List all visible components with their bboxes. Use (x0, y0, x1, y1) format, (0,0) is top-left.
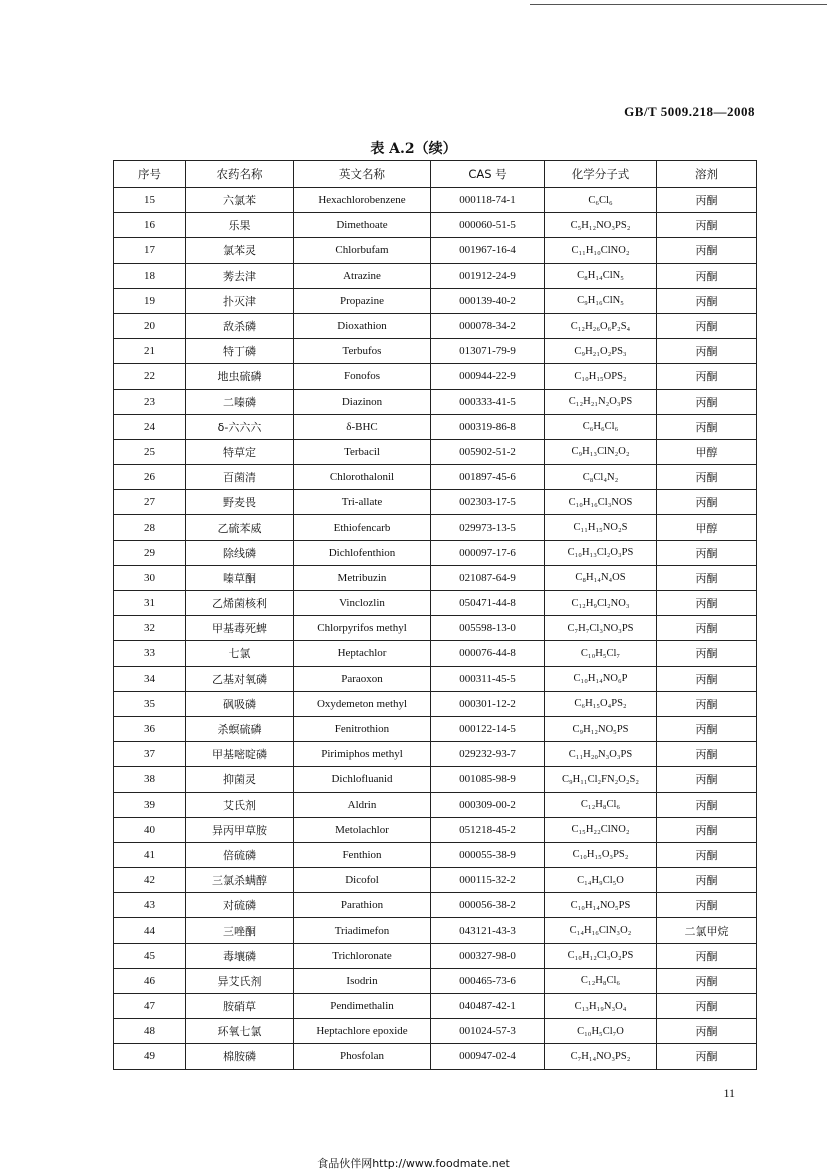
cell-formula: C₁₃H₁₉N₃O₄ (545, 994, 657, 1019)
cell-solvent: 丙酮 (657, 288, 757, 313)
cell-solvent: 丙酮 (657, 364, 757, 389)
cell-formula: C₁₀H₁₅OPS₂ (545, 364, 657, 389)
cell-cas: 000078-34-2 (431, 313, 545, 338)
cell-formula: C₁₀H₁₂Cl₃O₂PS (545, 943, 657, 968)
cell-formula: C₁₀H₁₅O₃PS₂ (545, 842, 657, 867)
cell-formula: C₈Cl₄N₂ (545, 465, 657, 490)
cell-cas: 013071-79-9 (431, 339, 545, 364)
table-row (114, 1044, 757, 1069)
cell-pesticide-name: 对硫磷 (186, 893, 294, 918)
cell-pesticide-name: 杀螟硫磷 (186, 716, 294, 741)
cell-seq: 28 (114, 515, 186, 540)
cell-solvent: 丙酮 (657, 666, 757, 691)
cell-cas: 000301-12-2 (431, 691, 545, 716)
cell-pesticide-name: 野麦畏 (186, 490, 294, 515)
cell-pesticide-name: 六氯苯 (186, 188, 294, 213)
cell-solvent: 丙酮 (657, 389, 757, 414)
cell-formula: C₉H₁₂NO₅PS (545, 716, 657, 741)
cell-english-name: Atrazine (294, 263, 431, 288)
cell-pesticide-name: 敌杀磷 (186, 313, 294, 338)
cell-formula: C₉H₁₆ClN₅ (545, 288, 657, 313)
cell-cas: 000333-41-5 (431, 389, 545, 414)
cell-english-name: Trichloronate (294, 943, 431, 968)
cell-seq: 36 (114, 716, 186, 741)
cell-solvent: 丙酮 (657, 868, 757, 893)
cell-solvent: 丙酮 (657, 893, 757, 918)
table-row (114, 1019, 757, 1044)
cell-cas: 000118-74-1 (431, 188, 545, 213)
cell-solvent: 丙酮 (657, 188, 757, 213)
cell-solvent: 丙酮 (657, 968, 757, 993)
cell-cas: 000947-02-4 (431, 1044, 545, 1069)
cell-seq: 37 (114, 742, 186, 767)
cell-seq: 21 (114, 339, 186, 364)
table-row (114, 565, 757, 590)
cell-english-name: Vinclozlin (294, 591, 431, 616)
cell-english-name: Hexachlorobenzene (294, 188, 431, 213)
cell-pesticide-name: 环氧七氯 (186, 1019, 294, 1044)
cell-pesticide-name: 胺硝草 (186, 994, 294, 1019)
cell-seq: 24 (114, 414, 186, 439)
table-row (114, 591, 757, 616)
table-row (114, 666, 757, 691)
cell-english-name: Fonofos (294, 364, 431, 389)
top-edge-rule (530, 4, 827, 5)
cell-cas: 005598-13-0 (431, 616, 545, 641)
cell-cas: 000327-98-0 (431, 943, 545, 968)
cell-english-name: Triadimefon (294, 918, 431, 943)
cell-seq: 40 (114, 817, 186, 842)
cell-formula: C₁₁H₂₀N₃O₃PS (545, 742, 657, 767)
cell-english-name: Diazinon (294, 389, 431, 414)
cell-formula: C₁₄H₉Cl₅O (545, 868, 657, 893)
cell-pesticide-name: 倍硫磷 (186, 842, 294, 867)
table-row (114, 792, 757, 817)
cell-solvent: 丙酮 (657, 943, 757, 968)
cell-english-name: Metolachlor (294, 817, 431, 842)
cell-formula: C₉H₁₁Cl₂FN₂O₂S₂ (545, 767, 657, 792)
cell-solvent: 甲醇 (657, 515, 757, 540)
table-row (114, 968, 757, 993)
cell-solvent: 丙酮 (657, 238, 757, 263)
cell-english-name: Fenthion (294, 842, 431, 867)
cell-pesticide-name: 乙硫苯威 (186, 515, 294, 540)
table-row (114, 918, 757, 943)
cell-formula: C₉H₂₁O₂PS₃ (545, 339, 657, 364)
col-header-cas: CAS 号 (431, 161, 545, 188)
cell-cas: 040487-42-1 (431, 994, 545, 1019)
page-number: 11 (723, 1086, 735, 1100)
cell-seq: 38 (114, 767, 186, 792)
cell-formula: C₇H₇Cl₃NO₃PS (545, 616, 657, 641)
cell-solvent: 丙酮 (657, 817, 757, 842)
cell-solvent: 丙酮 (657, 691, 757, 716)
table-row (114, 414, 757, 439)
cell-seq: 45 (114, 943, 186, 968)
cell-solvent: 丙酮 (657, 339, 757, 364)
cell-seq: 41 (114, 842, 186, 867)
cell-english-name: Terbufos (294, 339, 431, 364)
cell-formula: C₆Cl₆ (545, 188, 657, 213)
cell-pesticide-name: 特丁磷 (186, 339, 294, 364)
cell-pesticide-name: 甲基毒死蜱 (186, 616, 294, 641)
cell-english-name: Fenitrothion (294, 716, 431, 741)
cell-english-name: Dicofol (294, 868, 431, 893)
cell-formula: C₆H₁₅O₄PS₂ (545, 691, 657, 716)
cell-formula: C₆H₆Cl₆ (545, 414, 657, 439)
cell-solvent: 丙酮 (657, 842, 757, 867)
cell-solvent: 丙酮 (657, 490, 757, 515)
cell-pesticide-name: 三氯杀螨醇 (186, 868, 294, 893)
cell-pesticide-name: 艾氏剂 (186, 792, 294, 817)
cell-seq: 16 (114, 213, 186, 238)
table-row (114, 842, 757, 867)
cell-formula: C₅H₁₂NO₃PS₂ (545, 213, 657, 238)
cell-formula: C₁₂H₂₆O₆P₂S₄ (545, 313, 657, 338)
cell-formula: C₉H₁₃ClN₂O₂ (545, 439, 657, 464)
cell-pesticide-name: 棉胺磷 (186, 1044, 294, 1069)
table-row (114, 641, 757, 666)
cell-pesticide-name: 嗪草酮 (186, 565, 294, 590)
col-header-english-name: 英文名称 (294, 161, 431, 188)
cell-seq: 17 (114, 238, 186, 263)
cell-english-name: Pirimiphos methyl (294, 742, 431, 767)
cell-seq: 48 (114, 1019, 186, 1044)
table-row (114, 213, 757, 238)
cell-pesticide-name: 除线磷 (186, 540, 294, 565)
cell-english-name: Chlorpyrifos methyl (294, 616, 431, 641)
cell-formula: C₁₀H₅Cl₇ (545, 641, 657, 666)
cell-english-name: Paraoxon (294, 666, 431, 691)
cell-cas: 021087-64-9 (431, 565, 545, 590)
cell-formula: C₁₅H₂₂ClNO₂ (545, 817, 657, 842)
table-row (114, 691, 757, 716)
cell-solvent: 丙酮 (657, 313, 757, 338)
cell-formula: C₇H₁₄NO₃PS₂ (545, 1044, 657, 1069)
cell-english-name: Propazine (294, 288, 431, 313)
cell-cas: 029973-13-5 (431, 515, 545, 540)
table-row (114, 339, 757, 364)
cell-seq: 34 (114, 666, 186, 691)
cell-formula: C₈H₁₄N₄OS (545, 565, 657, 590)
cell-solvent: 丙酮 (657, 1019, 757, 1044)
cell-seq: 47 (114, 994, 186, 1019)
cell-formula: C₈H₁₄ClN₅ (545, 263, 657, 288)
cell-seq: 30 (114, 565, 186, 590)
cell-cas: 000319-86-8 (431, 414, 545, 439)
table-row (114, 465, 757, 490)
cell-solvent: 丙酮 (657, 414, 757, 439)
cell-solvent: 丙酮 (657, 767, 757, 792)
cell-cas: 000115-32-2 (431, 868, 545, 893)
cell-formula: C₁₂H₈Cl₆ (545, 968, 657, 993)
cell-english-name: Dichlofluanid (294, 767, 431, 792)
cell-english-name: Heptachlore epoxide (294, 1019, 431, 1044)
cell-seq: 39 (114, 792, 186, 817)
cell-seq: 35 (114, 691, 186, 716)
cell-seq: 46 (114, 968, 186, 993)
cell-english-name: Dichlofenthion (294, 540, 431, 565)
cell-english-name: Dimethoate (294, 213, 431, 238)
cell-seq: 22 (114, 364, 186, 389)
cell-pesticide-name: 氯苯灵 (186, 238, 294, 263)
cell-solvent: 丙酮 (657, 616, 757, 641)
cell-solvent: 丙酮 (657, 716, 757, 741)
cell-english-name: Parathion (294, 893, 431, 918)
cell-formula: C₁₀H₅Cl₇O (545, 1019, 657, 1044)
cell-seq: 20 (114, 313, 186, 338)
cell-solvent: 丙酮 (657, 792, 757, 817)
cell-english-name: Dioxathion (294, 313, 431, 338)
cell-cas: 000465-73-6 (431, 968, 545, 993)
cell-formula: C₁₄H₁₆ClN₃O₂ (545, 918, 657, 943)
cell-pesticide-name: 三唑酮 (186, 918, 294, 943)
cell-cas: 000056-38-2 (431, 893, 545, 918)
cell-pesticide-name: 砜吸磷 (186, 691, 294, 716)
cell-formula: C₁₂H₈Cl₆ (545, 792, 657, 817)
cell-seq: 23 (114, 389, 186, 414)
cell-pesticide-name: 异艾氏剂 (186, 968, 294, 993)
cell-pesticide-name: 毒壤磷 (186, 943, 294, 968)
cell-seq: 44 (114, 918, 186, 943)
cell-cas: 050471-44-8 (431, 591, 545, 616)
table-row (114, 389, 757, 414)
table-row (114, 263, 757, 288)
cell-solvent: 丙酮 (657, 994, 757, 1019)
cell-seq: 43 (114, 893, 186, 918)
cell-cas: 001024-57-3 (431, 1019, 545, 1044)
table-header-row (114, 161, 757, 188)
cell-pesticide-name: 地虫硫磷 (186, 364, 294, 389)
cell-cas: 051218-45-2 (431, 817, 545, 842)
cell-cas: 000076-44-8 (431, 641, 545, 666)
cell-solvent: 丙酮 (657, 465, 757, 490)
cell-english-name: Chlorbufam (294, 238, 431, 263)
cell-formula: C₁₁H₁₀ClNO₂ (545, 238, 657, 263)
cell-cas: 000311-45-5 (431, 666, 545, 691)
cell-cas: 000055-38-9 (431, 842, 545, 867)
cell-seq: 26 (114, 465, 186, 490)
col-header-solvent: 溶剂 (657, 161, 757, 188)
table-row (114, 515, 757, 540)
cell-solvent: 二氯甲烷 (657, 918, 757, 943)
table-caption: 表 A.2（续） (370, 141, 457, 157)
cell-seq: 42 (114, 868, 186, 893)
table-row (114, 994, 757, 1019)
cell-english-name: Isodrin (294, 968, 431, 993)
cell-seq: 31 (114, 591, 186, 616)
cell-seq: 32 (114, 616, 186, 641)
table-row (114, 490, 757, 515)
cell-solvent: 甲醇 (657, 439, 757, 464)
cell-solvent: 丙酮 (657, 540, 757, 565)
cell-english-name: Terbacil (294, 439, 431, 464)
table-row (114, 742, 757, 767)
cell-pesticide-name: 甲基嘧啶磷 (186, 742, 294, 767)
table-row (114, 288, 757, 313)
cell-seq: 27 (114, 490, 186, 515)
cell-pesticide-name: 扑灭津 (186, 288, 294, 313)
table-row (114, 767, 757, 792)
cell-english-name: Metribuzin (294, 565, 431, 590)
table-row (114, 540, 757, 565)
cell-formula: C₁₁H₁₅NO₂S (545, 515, 657, 540)
col-header-seq: 序号 (114, 161, 186, 188)
table-row (114, 313, 757, 338)
cell-solvent: 丙酮 (657, 263, 757, 288)
cell-formula: C₁₂H₉Cl₂NO₃ (545, 591, 657, 616)
cell-cas: 000060-51-5 (431, 213, 545, 238)
table-row (114, 439, 757, 464)
pesticide-table (113, 160, 757, 1070)
cell-solvent: 丙酮 (657, 742, 757, 767)
col-header-pesticide-name: 农药名称 (186, 161, 294, 188)
cell-cas: 043121-43-3 (431, 918, 545, 943)
table-row (114, 817, 757, 842)
cell-english-name: Chlorothalonil (294, 465, 431, 490)
cell-cas: 000309-00-2 (431, 792, 545, 817)
table-row (114, 893, 757, 918)
cell-cas: 000097-17-6 (431, 540, 545, 565)
cell-solvent: 丙酮 (657, 1044, 757, 1069)
table-row (114, 943, 757, 968)
cell-seq: 29 (114, 540, 186, 565)
cell-solvent: 丙酮 (657, 641, 757, 666)
cell-seq: 15 (114, 188, 186, 213)
cell-pesticide-name: 抑菌灵 (186, 767, 294, 792)
cell-pesticide-name: 百菌清 (186, 465, 294, 490)
cell-seq: 18 (114, 263, 186, 288)
cell-cas: 001085-98-9 (431, 767, 545, 792)
cell-english-name: Oxydemeton methyl (294, 691, 431, 716)
cell-formula: C₁₀H₁₆Cl₃NOS (545, 490, 657, 515)
cell-solvent: 丙酮 (657, 213, 757, 238)
cell-english-name: Heptachlor (294, 641, 431, 666)
cell-english-name: Ethiofencarb (294, 515, 431, 540)
cell-cas: 001912-24-9 (431, 263, 545, 288)
cell-english-name: Tri-allate (294, 490, 431, 515)
cell-pesticide-name: 七氯 (186, 641, 294, 666)
cell-formula: C₁₀H₁₃Cl₂O₃PS (545, 540, 657, 565)
table-row (114, 238, 757, 263)
cell-seq: 33 (114, 641, 186, 666)
cell-english-name: Aldrin (294, 792, 431, 817)
cell-cas: 000122-14-5 (431, 716, 545, 741)
cell-pesticide-name: 莠去津 (186, 263, 294, 288)
cell-formula: C₁₂H₂₁N₂O₃PS (545, 389, 657, 414)
cell-seq: 25 (114, 439, 186, 464)
cell-pesticide-name: 异丙甲草胺 (186, 817, 294, 842)
cell-solvent: 丙酮 (657, 591, 757, 616)
cell-english-name: Phosfolan (294, 1044, 431, 1069)
cell-seq: 49 (114, 1044, 186, 1069)
standard-code: GB/T 5009.218—2008 (624, 104, 755, 119)
table-row (114, 716, 757, 741)
table-row (114, 364, 757, 389)
cell-formula: C₁₀H₁₄NO₆P (545, 666, 657, 691)
col-header-formula: 化学分子式 (545, 161, 657, 188)
cell-english-name: δ-BHC (294, 414, 431, 439)
cell-cas: 000944-22-9 (431, 364, 545, 389)
cell-cas: 001967-16-4 (431, 238, 545, 263)
table-row (114, 188, 757, 213)
table-body (114, 188, 757, 1070)
footer-watermark: 食品伙伴网http://www.foodmate.net (317, 1157, 510, 1170)
table-row (114, 616, 757, 641)
cell-english-name: Pendimethalin (294, 994, 431, 1019)
cell-pesticide-name: 特草定 (186, 439, 294, 464)
cell-formula: C₁₀H₁₄NO₅PS (545, 893, 657, 918)
cell-seq: 19 (114, 288, 186, 313)
cell-cas: 000139-40-2 (431, 288, 545, 313)
cell-pesticide-name: δ-六六六 (186, 414, 294, 439)
cell-pesticide-name: 乙基对氧磷 (186, 666, 294, 691)
cell-pesticide-name: 乙烯菌核利 (186, 591, 294, 616)
cell-cas: 005902-51-2 (431, 439, 545, 464)
table-row (114, 868, 757, 893)
cell-cas: 002303-17-5 (431, 490, 545, 515)
cell-pesticide-name: 乐果 (186, 213, 294, 238)
cell-solvent: 丙酮 (657, 565, 757, 590)
cell-cas: 029232-93-7 (431, 742, 545, 767)
cell-pesticide-name: 二嗪磷 (186, 389, 294, 414)
cell-cas: 001897-45-6 (431, 465, 545, 490)
